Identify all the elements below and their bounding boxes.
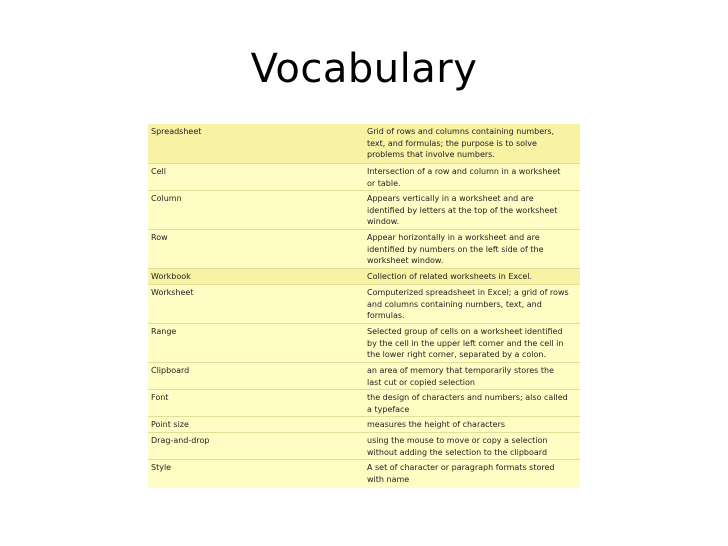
definition <box>367 365 579 388</box>
table-row <box>148 163 580 191</box>
definition-line: problems that involve numbers. <box>367 150 495 159</box>
term: Style <box>151 463 172 472</box>
term: Clipboard <box>151 366 190 375</box>
definition <box>367 166 579 189</box>
table-row <box>148 284 580 324</box>
definition-line: identified by letters at the top of the worksheet <box>367 205 558 215</box>
definition-line: window. <box>367 217 400 226</box>
table-row <box>148 416 580 433</box>
definition-line: a typeface <box>367 404 410 414</box>
definition <box>367 232 579 267</box>
definition-line: Appear horizontally in a worksheet and are <box>367 233 540 242</box>
definition-line: Collection of related worksheets in Excel. <box>367 272 533 281</box>
definition-line: and columns containing numbers, text, and <box>367 299 542 309</box>
definition <box>367 271 579 283</box>
definition-line: text, and formulas; the purpose is to solve <box>367 138 537 148</box>
definition-line: measures the height of characters <box>367 420 506 429</box>
definition-line: Intersection of a row and column in a worksheet <box>367 167 561 176</box>
definition-line: by the cell in the upper left corner and the cell in <box>367 338 564 348</box>
definition-line: formulas. <box>367 311 405 320</box>
definition-line: an area of memory that temporarily stores the <box>367 366 555 375</box>
term: Column <box>151 194 182 203</box>
definition-line: worksheet window. <box>367 256 444 265</box>
definition <box>367 326 579 361</box>
definition-line: Grid of rows and columns containing numbers, <box>367 127 555 136</box>
definition-line: last cut or copied selection <box>367 377 475 387</box>
definition <box>367 287 579 322</box>
term: Cell <box>151 167 166 176</box>
definition-line: A set of character or paragraph formats stored <box>367 463 555 472</box>
term: Row <box>151 233 168 242</box>
definition-line: Computerized spreadsheet in Excel; a grid of rows <box>367 288 569 297</box>
table-row <box>148 268 580 285</box>
table-row <box>148 124 580 163</box>
definition-line: with name <box>367 474 410 484</box>
slide-title: Vocabulary <box>250 46 478 92</box>
definition-line: the design of characters and numbers; also called <box>367 393 568 402</box>
definition-line: without adding the selection to the clipboard <box>367 447 548 457</box>
table-row <box>148 190 580 230</box>
term: Point size <box>151 420 189 429</box>
definition <box>367 462 579 485</box>
table-row <box>148 459 580 489</box>
definition-line: the lower right corner, separated by a colon. <box>367 350 546 359</box>
term: Drag-and-drop <box>151 436 210 445</box>
table-row <box>148 229 580 269</box>
term: Workbook <box>151 272 191 281</box>
table-row <box>148 323 580 363</box>
term: Range <box>151 327 177 336</box>
term: Spreadsheet <box>151 127 202 136</box>
definition <box>367 126 579 161</box>
vocabulary-table <box>148 124 580 488</box>
definition <box>367 435 579 458</box>
definition-line: Selected group of cells on a worksheet identified <box>367 327 563 336</box>
definition <box>367 419 579 431</box>
definition-line: identified by numbers on the left side of the <box>367 244 544 254</box>
term: Worksheet <box>151 288 194 297</box>
definition <box>367 392 579 415</box>
table-row <box>148 362 580 390</box>
table-row <box>148 432 580 460</box>
definition-line: using the mouse to move or copy a selection <box>367 436 548 445</box>
definition-line: or table. <box>367 178 401 188</box>
definition-line: Appears vertically in a worksheet and are <box>367 194 534 203</box>
term: Font <box>151 393 169 402</box>
definition <box>367 193 579 228</box>
table-row <box>148 389 580 417</box>
